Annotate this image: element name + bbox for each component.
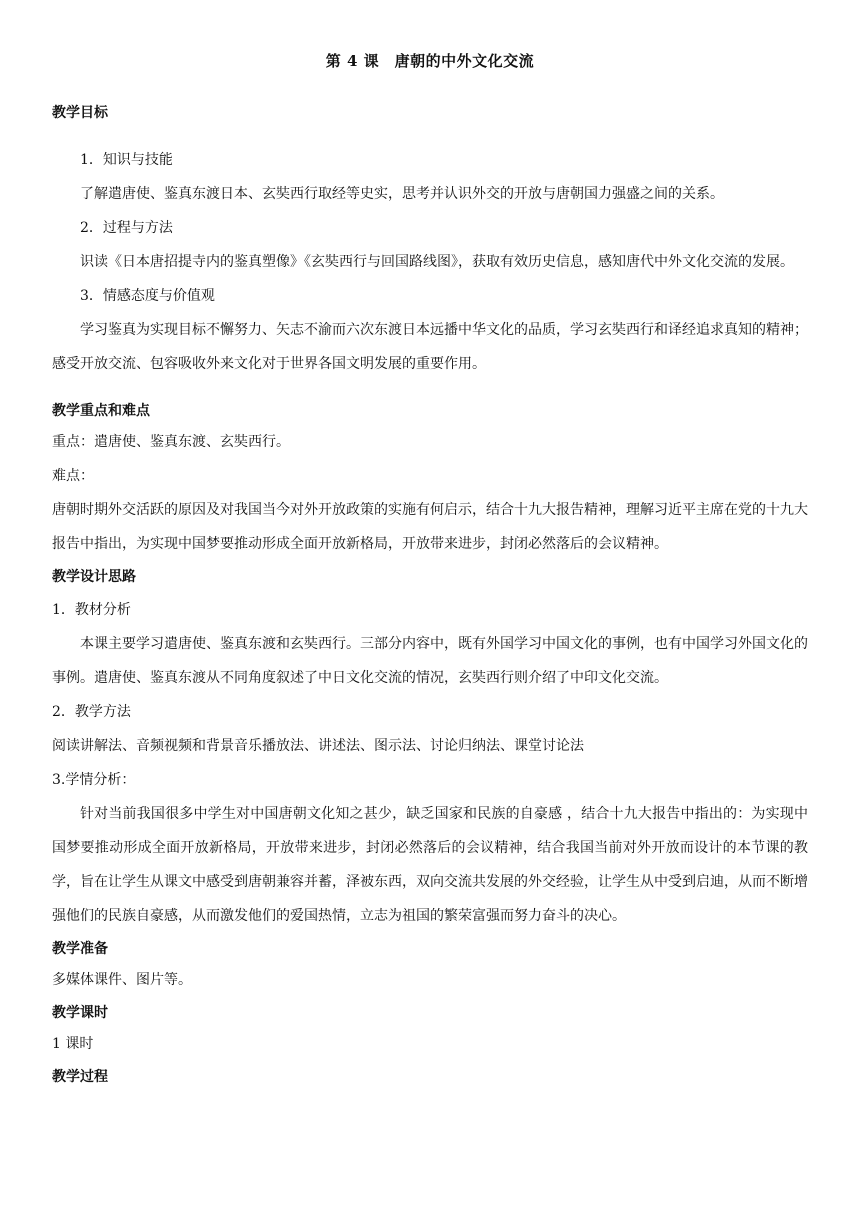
lesson-title: 第 4 课 唐朝的中外文化交流 bbox=[325, 52, 535, 70]
heading-process: 教学过程 bbox=[52, 1069, 108, 1085]
prep-text: 多媒体课件、图片等。 bbox=[52, 972, 192, 988]
design-1-title: 1．教材分析 bbox=[52, 602, 131, 618]
objective-3-text: 学习鉴真为实现目标不懈努力、矢志不渝而六次东渡日本远播中华文化的品质，学习玄奘西行和译经追求真知的精神；感受开放交流、包容吸收外来文化对于世界各国文明发展的重要作用。 bbox=[52, 322, 808, 372]
difficulty-label: 难点： bbox=[52, 468, 94, 484]
heading-hours: 教学课时 bbox=[52, 1005, 108, 1021]
hours-text: 1 课时 bbox=[52, 1036, 94, 1052]
objective-2-text: 识读《日本唐招提寺内的鉴真塑像》《玄奘西行与回国路线图》，获取有效历史信息，感知唐代中外文化交流的发展。 bbox=[80, 254, 794, 270]
objective-1-text: 了解遣唐使、鉴真东渡日本、玄奘西行取经等史实，思考并认识外交的开放与唐朝国力强盛之间的关系。 bbox=[80, 186, 724, 202]
keypoint-text: 重点：遣唐使、鉴真东渡、玄奘西行。 bbox=[52, 434, 290, 450]
design-1-text: 本课主要学习遣唐使、鉴真东渡和玄奘西行。三部分内容中，既有外国学习中国文化的事例，也有中国学习外国文化的事例。遣唐使、鉴真东渡从不同角度叙述了中日文化交流的情况，玄奘西行则介绍了中印文化交流。 bbox=[52, 636, 808, 686]
difficulty-text: 唐朝时期外交活跃的原因及对我国当今对外开放政策的实施有何启示，结合十九大报告精神，理解习近平主席在党的十九大报告中指出，为实现中国梦要推动形成全面开放新格局，开放带来进步，封闭必然落后的会议精神。 bbox=[52, 502, 808, 552]
design-3-title: 3.学情分析： bbox=[52, 772, 136, 788]
objective-3-title: 3．情感态度与价值观 bbox=[80, 288, 215, 304]
objective-1-title: 1．知识与技能 bbox=[80, 152, 173, 168]
heading-keypoints: 教学重点和难点 bbox=[52, 403, 150, 419]
heading-prep: 教学准备 bbox=[52, 941, 108, 957]
design-3-text: 针对当前我国很多中学生对中国唐朝文化知之甚少，缺乏国家和民族的自豪感 ，结合十九大报告中指出的：为实现中国梦要推动形成全面开放新格局，开放带来进步，封闭必然落后的会议精神，结合我国当前对外开放而设计的本节课的教学，旨在让学生从课文中感受到唐朝兼容并蓄，泽被东西，双向交流共发展的外交经验，让学生从中受到启迪，从而不断增强他们的民族自豪感，从而激发他们的爱国热情，立志为祖国的繁荣富强而努力奋斗的决心。 bbox=[52, 806, 808, 924]
design-2-text: 阅读讲解法、音频视频和背景音乐播放法、讲述法、图示法、讨论归纳法、课堂讨论法 bbox=[52, 738, 584, 754]
design-2-title: 2．教学方法 bbox=[52, 704, 131, 720]
heading-design: 教学设计思路 bbox=[52, 569, 136, 585]
objective-2-title: 2．过程与方法 bbox=[80, 220, 173, 236]
heading-objectives: 教学目标 bbox=[52, 105, 108, 121]
